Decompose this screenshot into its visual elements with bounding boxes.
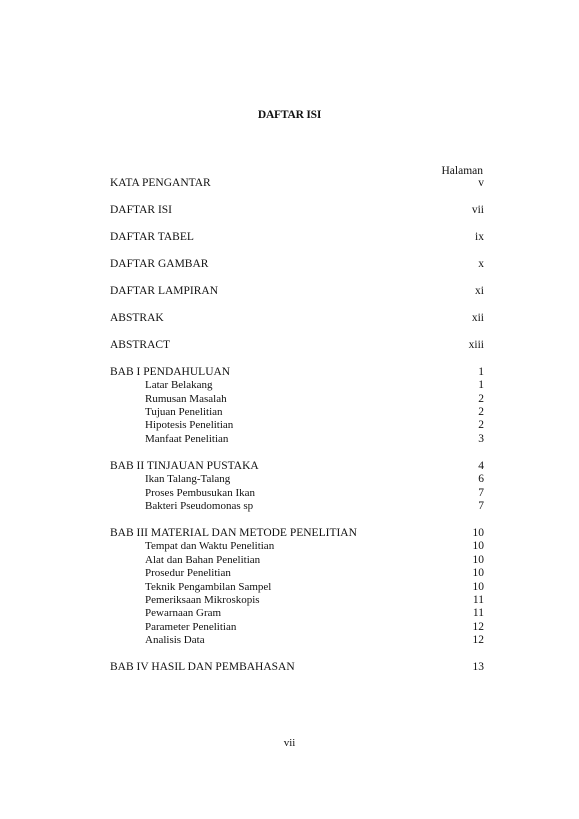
toc-entry-page: ix <box>475 230 484 243</box>
toc-subentry <box>110 540 484 553</box>
toc-subentry-page: 3 <box>478 432 484 445</box>
toc-entry <box>110 366 484 379</box>
toc-subentry <box>110 500 484 513</box>
footer-page-number: vii <box>283 737 296 749</box>
toc-subentry <box>110 567 484 580</box>
toc-subentry <box>110 554 484 567</box>
toc-subentry-page: 11 <box>472 593 484 606</box>
toc-entry-label: DAFTAR TABEL <box>110 230 194 243</box>
toc-entry <box>110 177 484 190</box>
toc-subentry <box>110 473 484 486</box>
toc-subentry-page: 1 <box>478 379 484 392</box>
toc-entry-label: DAFTAR GAMBAR <box>110 257 209 270</box>
toc-subentry-label: Tempat dan Waktu Penelitian <box>145 540 275 553</box>
toc-subentry-label: Analisis Data <box>145 634 205 647</box>
toc-subentry <box>110 406 484 419</box>
toc-subentry-label: Prosedur Penelitian <box>145 567 231 580</box>
toc-subentry-page: 10 <box>472 540 484 553</box>
toc-subentry-page: 2 <box>478 392 484 405</box>
toc-subentry-label: Parameter Penelitian <box>145 620 237 633</box>
toc-entry <box>110 204 484 217</box>
toc-entry <box>110 527 484 540</box>
toc-subentry-label: Ikan Talang-Talang <box>145 473 231 486</box>
toc-entry <box>110 312 484 325</box>
toc-entry-page: v <box>478 177 484 189</box>
toc-subentry-page: 12 <box>472 620 484 633</box>
toc-subentry <box>110 487 484 500</box>
toc-entry-page: 4 <box>478 459 484 472</box>
toc-entry <box>110 231 484 244</box>
toc-subentry-page: 7 <box>478 486 484 499</box>
toc-subentry <box>110 393 484 406</box>
toc-subentry-label: Tujuan Penelitian <box>145 406 223 419</box>
toc-entry-label: DAFTAR ISI <box>110 203 173 216</box>
toc-entry-label: DAFTAR LAMPIRAN <box>110 284 219 297</box>
toc-subentry-page: 6 <box>478 473 484 486</box>
toc-subentry-page: 10 <box>472 580 484 593</box>
toc-entry-page: xii <box>471 311 484 324</box>
toc-subentry-label: Proses Pembusukan Ikan <box>145 486 255 499</box>
toc-subentry-label: Manfaat Penelitian <box>145 432 229 445</box>
toc-entry <box>110 258 484 271</box>
toc-entry-label: BAB III MATERIAL DAN METODE PENELITIAN <box>110 526 357 539</box>
toc-entry-label: BAB I PENDAHULUAN <box>110 365 231 378</box>
toc-entry <box>110 661 484 674</box>
toc-subentry <box>110 594 484 607</box>
toc-entry-page: x <box>478 257 484 270</box>
toc-subentry-page: 11 <box>472 607 484 620</box>
toc-subentry <box>110 581 484 594</box>
toc-subentry-page: 10 <box>472 567 484 580</box>
toc-entry-label: ABSTRAK <box>110 311 164 324</box>
toc-subentry <box>110 433 484 446</box>
toc-entry <box>110 339 484 352</box>
toc-entry-label: ABSTRACT <box>110 338 171 351</box>
toc-entry-label: BAB II TINJAUAN PUSTAKA <box>110 459 259 472</box>
toc-subentry-label: Rumusan Masalah <box>145 392 227 405</box>
toc-entry-page: vii <box>471 203 484 216</box>
toc-subentry-label: Latar Belakang <box>145 379 213 392</box>
toc-subentry <box>110 379 484 392</box>
toc-subentry-page: 10 <box>472 553 484 566</box>
toc-subentry <box>110 607 484 620</box>
toc-subentry-page: 7 <box>478 500 484 512</box>
toc-subentry-page: 2 <box>478 419 484 432</box>
toc-subentry-label: Hipotesis Penelitian <box>145 419 234 432</box>
toc-entry <box>110 285 484 298</box>
page-title: DAFTAR ISI <box>257 109 322 121</box>
toc-subentry <box>110 634 484 647</box>
toc-subentry-page: 12 <box>472 634 484 647</box>
table-of-contents <box>110 177 484 688</box>
toc-entry-page: xiii <box>468 338 484 351</box>
toc-subentry-label: Pewarnaan Gram <box>145 607 222 620</box>
toc-subentry <box>110 419 484 432</box>
toc-subentry-label: Bakteri Pseudomonas sp <box>145 500 254 512</box>
toc-entry-label: KATA PENGANTAR <box>110 177 211 189</box>
toc-entry-page: 13 <box>472 661 484 674</box>
toc-entry-page: xi <box>475 284 484 297</box>
toc-entry-label: BAB IV HASIL DAN PEMBAHASAN <box>110 661 295 674</box>
toc-subentry-label: Teknik Pengambilan Sampel <box>145 580 272 593</box>
toc-subentry <box>110 621 484 634</box>
toc-subentry-label: Alat dan Bahan Penelitian <box>145 553 261 566</box>
toc-entry <box>110 460 484 473</box>
toc-entry-page: 10 <box>472 526 484 539</box>
toc-subentry-label: Pemeriksaan Mikroskopis <box>145 593 260 606</box>
page-column-header: Halaman <box>441 165 483 177</box>
toc-entry-page: 1 <box>478 365 484 378</box>
toc-subentry-page: 2 <box>478 406 484 419</box>
